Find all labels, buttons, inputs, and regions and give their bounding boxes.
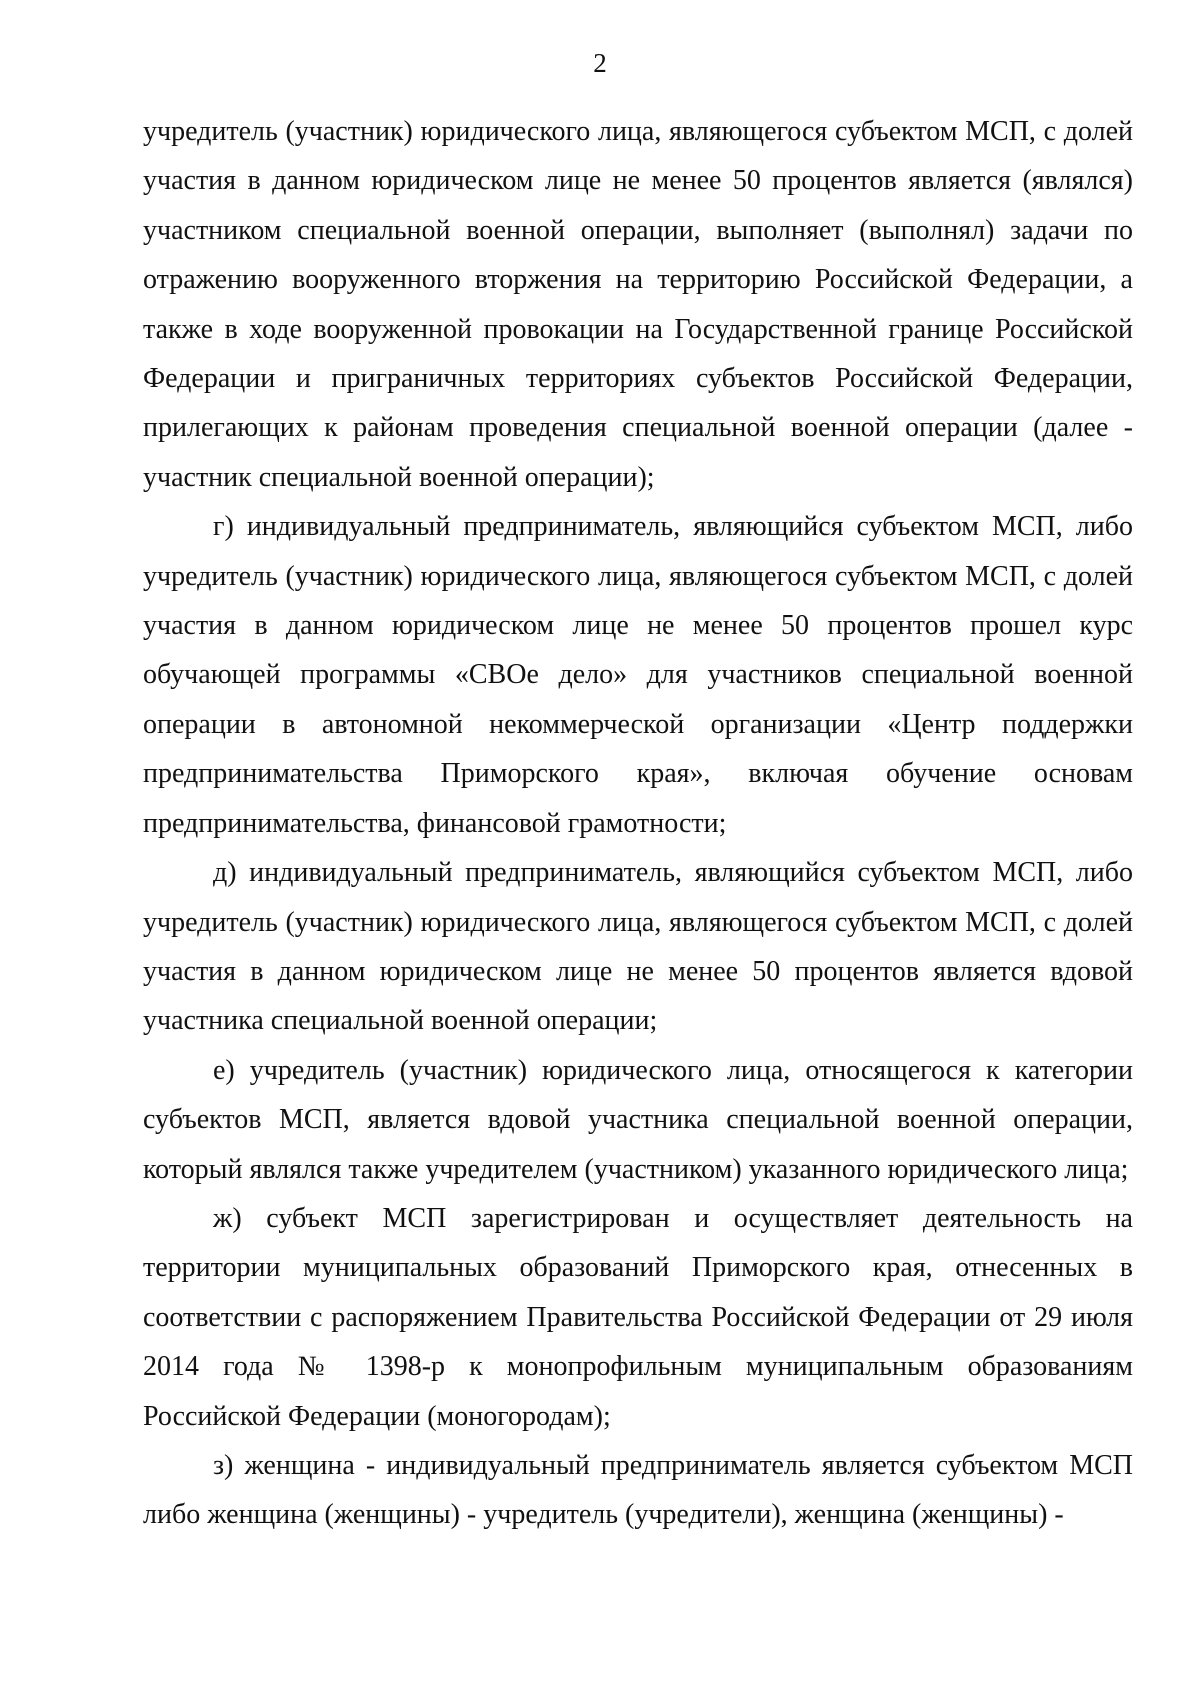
paragraph-item-d: д) индивидуальный предприниматель, являющийся субъектом МСП, либо учредитель (участник) юридического лица, являющегося субъектом МСП, с долей участия в данном юридическом лице не менее 50 процентов является вдовой участника специальной военной операции; xyxy=(143,857,1133,1037)
paragraph-continuation: учредитель (участник) юридического лица, являющегося субъектом МСП, с долей участия в данном юридическом лице не менее 50 процентов является (являлся) участником специальной военной операции, выполняет (выполнял) задачи по отражению вооруженного вторжения на территорию Российской Федерации, а также в ходе вооруженной провокации на Государственной границе Российской Федерации и приграничных территориях субъектов Российской Федерации, прилегающих к районам проведения специальной военной операции (далее - участник специальной военной операции); xyxy=(143,116,1133,493)
document-body xyxy=(143,107,1133,1540)
paragraph-item-zh: ж) субъект МСП зарегистрирован и осуществляет деятельность на территории муниципальных образований Приморского края, отнесенных в соответствии с распоряжением Правительства Российской Федерации от 29 июля 2014 года № 1398-р к монопрофильным муниципальным образованиям Российской Федерации (моногородам); xyxy=(143,1202,1133,1432)
page-number: 2 xyxy=(593,48,607,78)
paragraph-item-g: г) индивидуальный предприниматель, являющийся субъектом МСП, либо учредитель (участник) юридического лица, являющегося субъектом МСП, с долей участия в данном юридическом лице не менее 50 процентов прошел курс обучающей программы «СВОе дело» для участников специальной военной операции в автономной некоммерческой организации «Центр поддержки предпринимательства Приморского края», включая обучение основам предпринимательства, финансовой грамотности; xyxy=(143,511,1133,839)
paragraph-item-z: з) женщина - индивидуальный предприниматель является субъектом МСП либо женщина (женщины) - учредитель (учредители), женщина (женщины) - xyxy=(143,1449,1133,1531)
paragraph-item-e: е) учредитель (участник) юридического лица, относящегося к категории субъектов МСП, является вдовой участника специальной военной операции, который являлся также учредителем (участником) указанного юридического лица; xyxy=(143,1054,1133,1185)
